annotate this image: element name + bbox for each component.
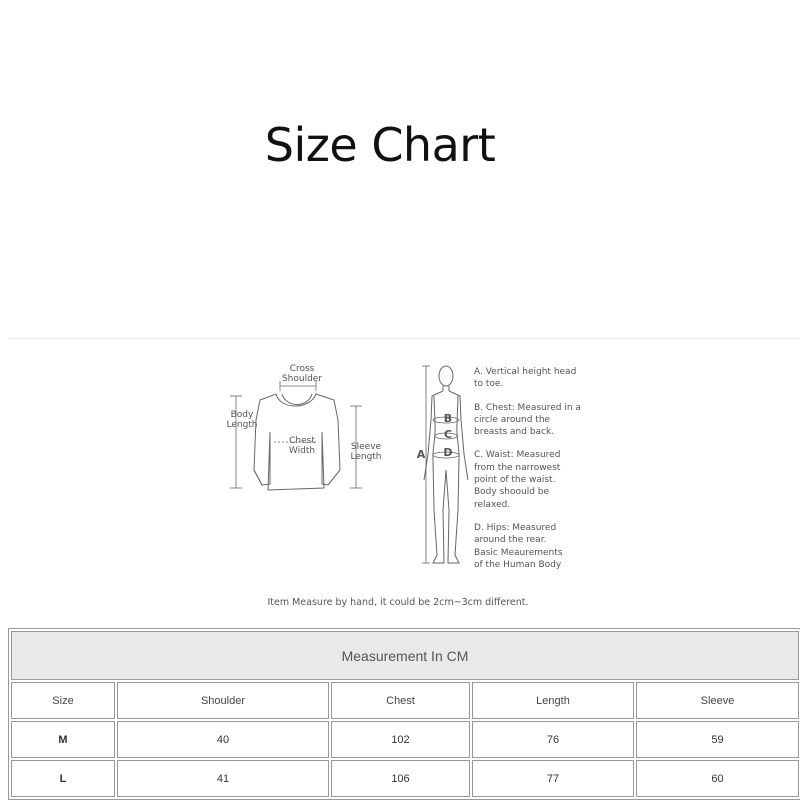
body-label-d: D <box>443 446 453 459</box>
cell-size: M <box>11 721 115 758</box>
body-length-label: Body Length <box>226 410 258 430</box>
cross-shoulder-label: Cross Shoulder <box>281 364 323 384</box>
table-row <box>11 760 799 797</box>
cell-length: 77 <box>472 760 634 797</box>
header-size: Size <box>11 682 115 719</box>
body-diagram <box>414 360 464 570</box>
sleeve-length-label: Sleeve Length <box>350 442 382 462</box>
header-shoulder: Shoulder <box>117 682 329 719</box>
body-label-a: A <box>416 448 426 461</box>
note-a: A. Vertical height head to toe. <box>474 367 577 390</box>
human-body-icon <box>414 360 464 570</box>
body-label-c: C <box>443 428 453 441</box>
cell-shoulder: 41 <box>117 760 329 797</box>
section-divider <box>8 338 800 339</box>
sweater-diagram <box>218 360 382 510</box>
size-table <box>8 628 800 800</box>
chest-width-label: Chest Width <box>288 436 316 456</box>
table-caption: Measurement In CM <box>11 631 799 680</box>
cell-size: L <box>11 760 115 797</box>
measurement-disclaimer: Item Measure by hand, it could be 2cm~3cm different. <box>267 597 529 608</box>
table-header-row <box>11 682 799 719</box>
page-title: Size Chart <box>264 118 496 172</box>
header-length: Length <box>472 682 634 719</box>
table-row <box>11 721 799 758</box>
cell-sleeve: 60 <box>636 760 799 797</box>
measurement-notes <box>474 366 594 582</box>
note-d: D. Hips: Measured around the rear. Basic Meaurements of the Human Body <box>474 522 563 570</box>
cell-sleeve: 59 <box>636 721 799 758</box>
cell-length: 76 <box>472 721 634 758</box>
note-c: C. Waist: Measured from the narrowest point of the waist. Body shoould be relaxed. <box>474 450 561 510</box>
cell-chest: 102 <box>331 721 470 758</box>
cell-shoulder: 40 <box>117 721 329 758</box>
header-chest: Chest <box>331 682 470 719</box>
body-label-b: B <box>443 412 453 425</box>
note-b: B. Chest: Measured in a circle around the breasts and back. <box>474 402 581 438</box>
cell-chest: 106 <box>331 760 470 797</box>
header-sleeve: Sleeve <box>636 682 799 719</box>
